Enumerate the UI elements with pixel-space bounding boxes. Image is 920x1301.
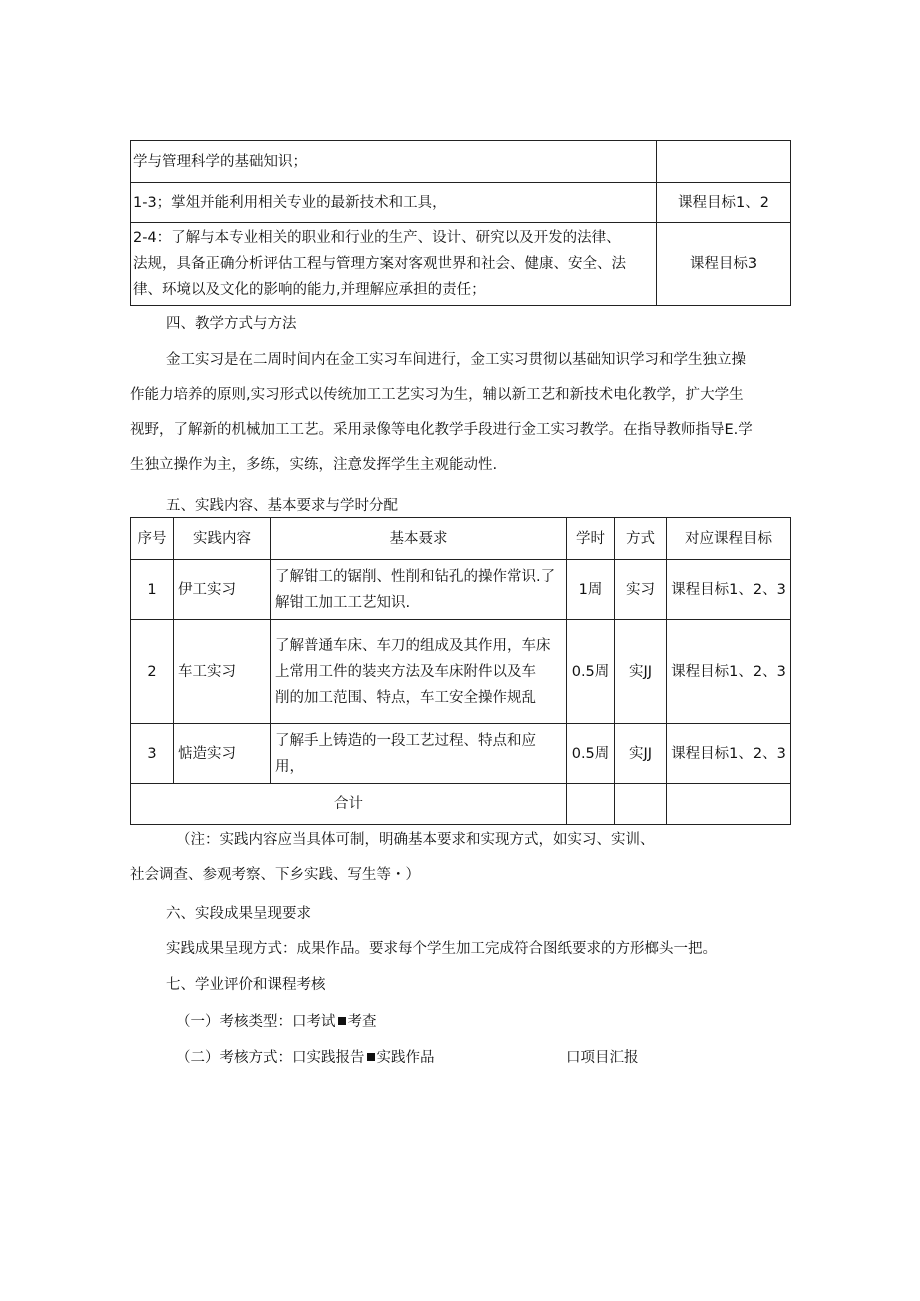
checked-box-icon (338, 1017, 346, 1025)
objective-line: 法规，具备正确分析评估工程与管理方案对客观世界和社会、健康、安全、法 (133, 256, 626, 272)
row-hours: 1周 (567, 560, 615, 620)
row-requirement (271, 620, 567, 724)
section4-heading: 四、教学方式与方法 (166, 316, 297, 332)
option-inspection: 考查 (347, 1014, 377, 1030)
total-target (667, 784, 791, 825)
objective-text: 学与管理科学的基础知识； (131, 141, 657, 183)
table-row (131, 724, 791, 784)
req-line: 削的加工范围、特点，车工安全操作规乱 (275, 689, 536, 706)
objective-target: 课程目标1、2 (657, 183, 791, 223)
objective-line: 2-4：了解与本专业相关的职业和行业的生产、设计、研究以及开发的法律、 (133, 230, 621, 246)
objectives-row (131, 183, 791, 223)
section6-heading: 六、实段成果呈现要求 (166, 906, 311, 922)
row-target: 课程目标1、2、3 (667, 620, 791, 724)
objective-target (657, 141, 791, 183)
option-exam: 口考试 (292, 1014, 336, 1030)
assessment-type-label: （一）考核类型： (176, 1014, 292, 1030)
total-mode (615, 784, 667, 825)
row-no: 3 (131, 724, 174, 784)
assessment-method (176, 1046, 435, 1067)
option-work: 实践作品 (376, 1050, 435, 1066)
section4-line: 作能力培养的原则,实习形式以传统加工工艺实习为生，辅以新工艺和新技术电化教学，扩大学生 (130, 387, 744, 403)
total-label: 合计 (131, 784, 567, 825)
section4-line: 视野，了解新的机械加工工艺。采用录像等电化教学手段进行金工实习教学。在指导教师指导E.学 (130, 422, 753, 438)
row-mode: 实JJ (615, 724, 667, 784)
note-line: （注：实践内容应当具体可制，明确基本要求和实现方式，如实习、实训、 (176, 832, 655, 848)
row-no: 2 (131, 620, 174, 724)
req-line: 解钳工加工工艺知识. (275, 594, 411, 611)
header-cell: 对应课程目标 (667, 518, 791, 560)
checked-box-icon (367, 1053, 375, 1061)
row-target: 课程目标1、2、3 (667, 560, 791, 620)
section6-text: 实践成果呈现方式：成果作品。要求每个学生加工完成符合图纸要求的方形榔头一把。 (166, 941, 717, 957)
note-line: 社会调查、参观考察、下乡实践、写生等・） (130, 867, 420, 883)
row-content: 惦造实习 (174, 724, 271, 784)
row-hours: 0.5周 (567, 724, 615, 784)
header-cell: 基本聂求 (271, 518, 567, 560)
row-mode: 实习 (615, 560, 667, 620)
req-line: 了解普通车床、车刀的组成及其作用，车床 (275, 637, 551, 654)
objectives-row (131, 223, 791, 306)
objective-line: 律、环境以及文化的影响的能力,并理解应承担的责任； (133, 282, 486, 298)
header-cell: 学时 (567, 518, 615, 560)
total-hours (567, 784, 615, 825)
objective-text (131, 223, 657, 306)
assessment-type (176, 1010, 377, 1031)
assessment-method-label: （二）考核方式： (176, 1050, 292, 1066)
row-content: 伊工实习 (174, 560, 271, 620)
header-cell: 方式 (615, 518, 667, 560)
objectives-table (130, 140, 791, 306)
req-line: 用， (275, 758, 304, 775)
table-row (131, 560, 791, 620)
row-requirement (271, 560, 567, 620)
option-project: 口项目汇报 (566, 1050, 639, 1066)
practice-table (130, 517, 791, 825)
table-row (131, 620, 791, 724)
req-line: 上常用工件的装夹方法及车床附件以及车 (275, 663, 536, 680)
objectives-row (131, 141, 791, 183)
header-cell: 序号 (131, 518, 174, 560)
header-cell: 实践内容 (174, 518, 271, 560)
total-row (131, 784, 791, 825)
row-requirement (271, 724, 567, 784)
req-line: 了解手上铸造的一段工艺过程、特点和应 (275, 732, 536, 749)
row-no: 1 (131, 560, 174, 620)
table-header-row (131, 518, 791, 560)
objective-target: 课程目标3 (657, 223, 791, 306)
row-mode: 实JJ (615, 620, 667, 724)
row-hours: 0.5周 (567, 620, 615, 724)
req-line: 了解钳工的锯削、性削和钻孔的操作常识.了 (275, 568, 556, 585)
section4-line: 金工实习是在二周时间内在金工实习车间进行，金工实习贯彻以基础知识学习和学生独立操 (166, 352, 746, 368)
objective-text: 1-3；掌俎并能利用相关专业的最新技术和工具， (131, 183, 657, 223)
section7-heading: 七、学业评价和课程考核 (166, 977, 326, 993)
option-report: 口实践报告 (292, 1050, 365, 1066)
row-target: 课程目标1、2、3 (667, 724, 791, 784)
section5-heading: 五、实践内容、基本要求与学时分配 (166, 498, 398, 514)
row-content: 车工实习 (174, 620, 271, 724)
section4-line: 生独立操作为主，多练，实练，注意发挥学生主观能动性. (130, 457, 498, 473)
